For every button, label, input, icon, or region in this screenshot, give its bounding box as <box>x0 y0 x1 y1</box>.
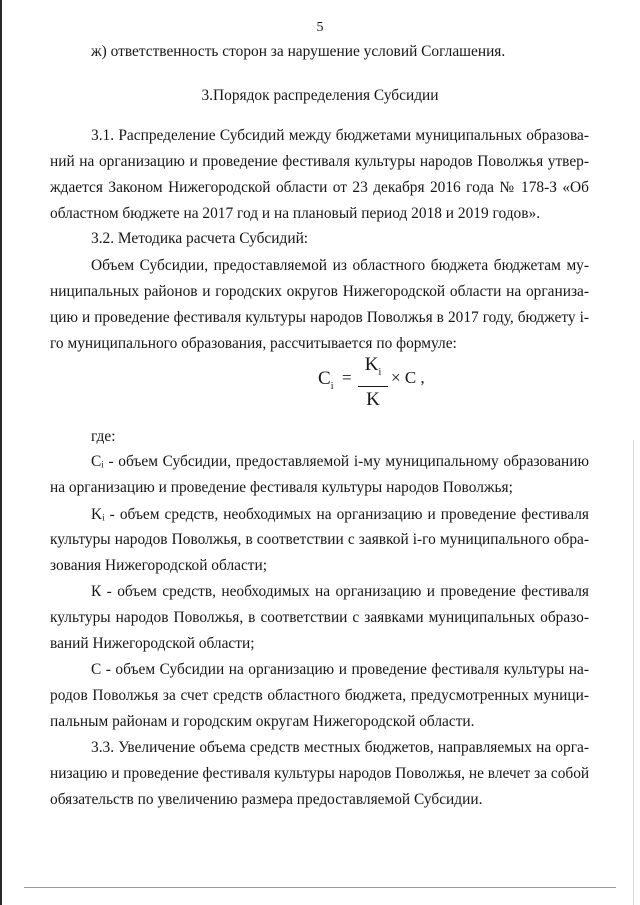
paragraph-3-1-line-4: областном бюджете на 2017 год и на плановый период 2018 и 2019 годов». <box>50 205 541 222</box>
definition-ci-line-1: Cᵢ - объем Субсидии, предоставляемой i-му муниципальному образованию <box>91 453 589 470</box>
scan-edge-right <box>633 440 634 905</box>
definition-c-line-1: С - объем Субсидии на организацию и проведение фестиваля культуры на- <box>91 661 589 678</box>
method-line-3: цию и проведение фестиваля культуры народов Поволжья в 2017 году, бюджету i- <box>50 309 589 326</box>
paragraph-3-2: 3.2. Методика расчета Субсидий: <box>91 230 309 247</box>
paragraph-3-3-line-3: обязательств по увеличению размера предоставляемой Субсидии. <box>50 791 483 808</box>
paragraph-3-1-line-3: ждается Законом Нижегородской области от 23 декабря 2016 года № 178-З «Об <box>50 179 589 196</box>
formula-denominator: K <box>366 388 380 410</box>
definition-k-line-1: К - объем средств, необходимых на организацию и проведение фестиваля <box>91 583 589 600</box>
method-line-4: го муниципального образования, рассчитывается по формуле: <box>50 335 457 352</box>
definition-k-line-2: культуры народов Поволжья, в соответствии с заявками муниципальных образо- <box>50 609 589 626</box>
formula-numerator <box>358 354 388 384</box>
definition-c-line-3: пальным районам и городским округам Нижегородской области. <box>50 713 475 730</box>
formula-equals: = <box>342 368 352 387</box>
definition-ki-line-3: зования Нижегородской области; <box>50 557 268 574</box>
formula-rhs: × C , <box>391 368 425 387</box>
definition-k-line-3: ваний Нижегородской области; <box>50 635 255 652</box>
formula-fraction-bar <box>358 386 388 387</box>
definition-ki-line-1: Kᵢ - объем средств, необходимых на организацию и проведение фестиваля <box>91 506 589 523</box>
top-line: ж) ответственность сторон за нарушение условий Соглашения. <box>91 43 506 60</box>
formula-numerator-subscript: i <box>378 366 382 378</box>
method-line-2: ниципальных районов и городских округов Нижегородской области на организа- <box>50 283 589 300</box>
paragraph-3-1-line-2: ний на организацию и проведение фестиваля культуры народов Поволжья утвер- <box>50 153 589 170</box>
method-line-1: Объем Субсидии, предоставляемой из областного бюджета бюджетам му- <box>91 257 589 274</box>
definition-c-line-2: родов Поволжья за счет средств областного бюджета, предусмотренных муници- <box>50 687 589 704</box>
paragraph-3-1-line-1: 3.1. Распределение Субсидий между бюджетами муниципальных образова- <box>91 127 589 144</box>
subsidy-formula <box>318 354 438 412</box>
paragraph-3-3-line-2: низацию и проведение фестиваля культуры народов Поволжья, не влечет за собой <box>50 765 590 782</box>
definition-ki-line-2: культуры народов Поволжья, в соответствии с заявкой i-го муниципального обра- <box>50 531 589 548</box>
where-label: где: <box>91 428 116 445</box>
formula-lhs <box>318 368 333 392</box>
formula-fraction <box>358 354 388 411</box>
formula-lhs-subscript: i <box>330 380 334 392</box>
definition-ci-line-2: на организацию и проведение фестиваля культуры народов Поволжья; <box>50 479 513 496</box>
formula-lhs-symbol: C <box>318 368 331 389</box>
formula-numerator-symbol: K <box>364 354 379 375</box>
bottom-rule <box>24 887 616 888</box>
section-heading: 3.Порядок распределения Субсидии <box>201 87 439 104</box>
page-number: 5 <box>316 20 324 35</box>
scan-edge-left <box>0 0 2 905</box>
paragraph-3-3-line-1: 3.3. Увеличение объема средств местных бюджетов, направляемых на орга- <box>91 739 589 756</box>
